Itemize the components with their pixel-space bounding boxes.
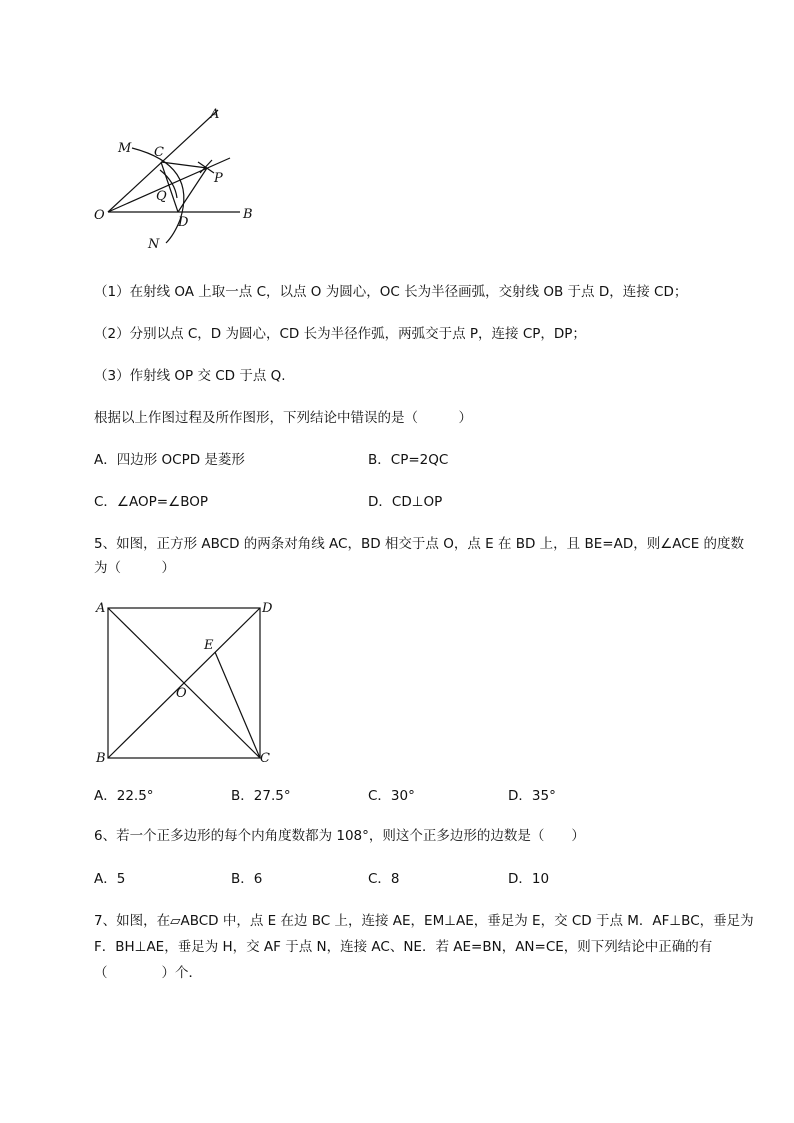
q5-question-line-1: 5、如图，正方形 ABCD 的两条对角线 AC，BD 相交于点 O，点 E 在 BD 上，且 BE=AD，则∠ACE 的度数 bbox=[94, 536, 745, 552]
label-a: A bbox=[210, 107, 220, 122]
q4-step-3: （3）作射线 OP 交 CD 于点 Q. bbox=[94, 368, 286, 384]
q6-option-c: C．8 bbox=[368, 871, 400, 887]
q4-step-2: （2）分别以点 C，D 为圆心，CD 长为半径作弧，两弧交于点 P，连接 CP，DP； bbox=[94, 326, 586, 342]
label-o: O bbox=[176, 686, 187, 701]
label-b: B bbox=[96, 751, 106, 766]
q5-option-d: D．35° bbox=[508, 788, 556, 804]
segment-ce bbox=[215, 652, 260, 758]
q6-option-d: D．10 bbox=[508, 871, 550, 887]
q4-option-d: D．CD⊥OP bbox=[368, 494, 443, 510]
q5-question-line-2: 为（ ） bbox=[94, 560, 175, 576]
q5-option-a: A．22.5° bbox=[94, 788, 154, 804]
q6-question: 6、若一个正多边形的每个内角度数都为 108°，则这个正多边形的边数是（ ） bbox=[94, 828, 585, 844]
q7-question-line-1: 7、如图，在▱ABCD 中，点 E 在边 BC 上，连接 AE，EM⊥AE，垂足为 E，交 CD 于点 M．AF⊥BC，垂足为 bbox=[94, 913, 754, 929]
q4-question: 根据以上作图过程及所作图形，下列结论中错误的是（ ） bbox=[94, 410, 472, 426]
angle-construction-figure bbox=[90, 100, 280, 260]
label-m: M bbox=[118, 141, 132, 156]
label-c: C bbox=[260, 751, 270, 766]
label-p: P bbox=[214, 171, 223, 186]
label-n: N bbox=[148, 237, 160, 252]
q4-step-1: （1）在射线 OA 上取一点 C，以点 O 为圆心，OC 长为半径画弧，交射线 OB 于点 D，连接 CD； bbox=[94, 284, 688, 300]
q4-option-b: B．CP=2QC bbox=[368, 452, 449, 468]
q7-question-line-3: （ ）个． bbox=[94, 965, 202, 981]
q4-option-a: A．四边形 OCPD 是菱形 bbox=[94, 452, 245, 468]
q5-option-c: C．30° bbox=[368, 788, 415, 804]
q7-question-line-2: F．BH⊥AE，垂足为 H，交 AF 于点 N，连接 AC、NE．若 AE=BN，AN=CE，则下列结论中正确的有 bbox=[94, 939, 713, 955]
q4-option-c: C．∠AOP=∠BOP bbox=[94, 494, 208, 510]
q6-option-b: B．6 bbox=[231, 871, 263, 887]
label-o: O bbox=[94, 208, 105, 223]
label-c: C bbox=[154, 145, 164, 160]
label-d: D bbox=[262, 601, 273, 616]
label-e: E bbox=[204, 638, 214, 653]
q5-option-b: B．27.5° bbox=[231, 788, 291, 804]
square-figure bbox=[90, 598, 290, 770]
q6-option-a: A．5 bbox=[94, 871, 126, 887]
label-a: A bbox=[96, 601, 106, 616]
label-d: D bbox=[178, 215, 189, 230]
label-b: B bbox=[243, 207, 253, 222]
label-q: Q bbox=[156, 189, 167, 204]
